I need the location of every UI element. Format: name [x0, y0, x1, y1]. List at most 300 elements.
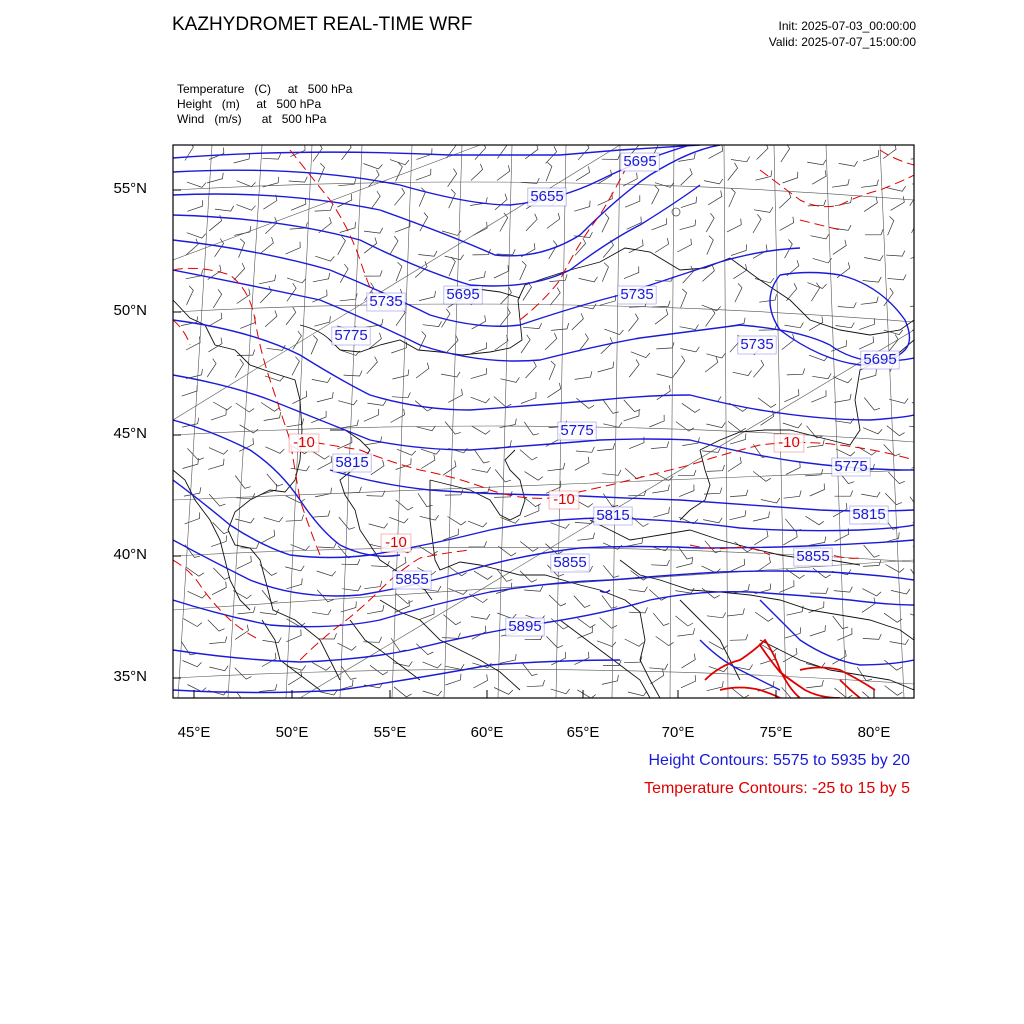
wind-barb	[861, 297, 878, 305]
wind-barb	[524, 505, 539, 517]
wind-barb	[755, 612, 773, 621]
wind-barb	[862, 692, 879, 702]
wind-barb	[807, 440, 824, 448]
wind-barb	[549, 361, 555, 380]
wind-barb	[783, 423, 802, 428]
wind-barb	[318, 633, 336, 639]
wind-barb	[651, 560, 669, 566]
lon-label: 65°E	[566, 724, 600, 741]
wind-barb	[367, 605, 384, 614]
wind-barb	[597, 641, 616, 647]
wind-barb	[575, 457, 589, 471]
wind-barb	[600, 618, 617, 629]
temperature-contour-label	[289, 434, 319, 452]
wind-barb	[311, 335, 317, 354]
wind-barb	[681, 675, 696, 688]
wind-barb	[289, 177, 308, 182]
wind-barb	[579, 277, 598, 282]
wind-barb	[312, 377, 331, 382]
wind-barb	[371, 460, 384, 475]
wind-barb	[235, 518, 254, 523]
wind-barb	[731, 157, 750, 162]
wind-barb	[863, 634, 882, 639]
wind-barb	[884, 660, 902, 670]
wind-barb	[364, 409, 379, 421]
wind-barb	[340, 264, 348, 283]
wind-barb	[209, 448, 228, 455]
wind-barb	[836, 449, 855, 456]
wind-barb	[863, 277, 882, 282]
field-level: 500 hPa	[276, 97, 322, 111]
wind-barb	[655, 183, 674, 188]
field-at: at	[287, 82, 298, 96]
wind-barb	[910, 299, 927, 307]
wind-barb	[707, 236, 714, 255]
svg-text:5655: 5655	[530, 187, 564, 205]
wind-barb	[629, 587, 648, 592]
wind-barb	[312, 610, 331, 615]
wind-barb	[259, 275, 276, 284]
lon-label: 55°E	[373, 724, 407, 741]
wind-barb	[312, 662, 331, 670]
wind-barb	[472, 315, 486, 329]
wind-barb	[262, 154, 280, 160]
svg-text:5735: 5735	[620, 285, 654, 303]
wind-barb	[338, 236, 346, 255]
wind-barb	[865, 229, 883, 235]
wind-barb	[598, 362, 614, 372]
wind-barb	[419, 331, 426, 350]
field-level: 500 hPa	[307, 82, 353, 96]
wind-barb	[363, 637, 381, 643]
wind-barb	[494, 688, 513, 695]
wind-barb	[728, 457, 741, 472]
wind-barb	[624, 656, 642, 662]
wind-barb	[546, 162, 552, 181]
wind-barb	[448, 169, 457, 187]
wind-barb	[235, 359, 243, 377]
wind-barb	[187, 286, 194, 305]
lon-label: 60°E	[470, 724, 504, 741]
wind-barb	[551, 323, 569, 330]
wind-barb	[183, 458, 199, 468]
wind-barb	[236, 493, 255, 499]
wind-barb	[187, 233, 206, 238]
wind-barb	[525, 472, 543, 481]
wind-barb	[705, 357, 718, 373]
height-contour-label	[506, 618, 544, 636]
wind-barb	[472, 426, 491, 434]
field-units: (m/s)	[214, 112, 242, 126]
wind-barb	[649, 415, 664, 427]
wind-barb	[235, 476, 250, 489]
wind-barb	[678, 470, 696, 476]
wind-barb	[886, 251, 905, 256]
wind-barb	[730, 634, 748, 640]
wind-barb	[551, 689, 570, 694]
wind-barb	[448, 389, 462, 403]
wind-barb	[602, 263, 608, 282]
wind-barb	[706, 353, 725, 358]
wind-barb	[888, 216, 894, 235]
svg-text:5855: 5855	[553, 553, 587, 571]
wind-barb	[263, 195, 277, 210]
height-contour-label	[558, 422, 596, 440]
wind-barb	[523, 323, 542, 328]
wind-barb	[318, 163, 324, 182]
svg-text:-10: -10	[385, 533, 407, 551]
wind-barb	[315, 256, 334, 261]
wind-barb	[602, 214, 609, 233]
lon-label: 50°E	[275, 724, 309, 741]
height-contour-label	[794, 548, 832, 566]
svg-text:5815: 5815	[335, 453, 369, 471]
wind-barb	[443, 460, 456, 475]
wind-barb	[423, 321, 442, 326]
wind-barb	[681, 289, 687, 308]
wind-barb	[682, 403, 700, 412]
wind-barb	[676, 558, 692, 568]
lon-label: 80°E	[857, 724, 891, 741]
wind-barb	[576, 398, 594, 408]
wind-barb	[729, 188, 736, 207]
lat-label: 35°N	[113, 668, 147, 685]
height-contour-label	[594, 507, 632, 525]
wind-barb	[237, 556, 251, 569]
wind-barb	[419, 608, 434, 620]
wind-barb	[864, 398, 880, 411]
wind-barb	[628, 314, 638, 332]
wind-barb	[706, 308, 715, 326]
wind-barb	[183, 661, 202, 667]
temperature-contours-warm	[705, 640, 875, 698]
wind-barb	[260, 609, 279, 614]
wind-barb	[779, 192, 791, 209]
wind-barb	[913, 540, 931, 546]
wind-barb	[468, 541, 486, 547]
wind-barb	[910, 614, 929, 620]
height-contour-label	[618, 286, 656, 304]
wind-barb	[447, 335, 458, 352]
wind-barb	[338, 643, 357, 650]
wind-barb	[338, 179, 356, 186]
wind-barb	[315, 488, 332, 497]
wind-barb	[625, 195, 640, 207]
wind-barb	[364, 581, 381, 589]
wind-barb	[423, 662, 442, 668]
wind-barb	[443, 615, 461, 625]
wind-barb	[833, 616, 849, 629]
wind-barb	[703, 518, 722, 523]
wind-barb	[394, 188, 404, 206]
wind-barb	[754, 207, 773, 212]
height-contour-labels	[332, 153, 899, 636]
wind-barb	[786, 461, 800, 474]
wind-barb	[259, 684, 277, 691]
wind-barb	[917, 662, 934, 674]
wind-barb	[680, 325, 699, 330]
wind-barb	[656, 636, 674, 645]
field-at: at	[261, 112, 272, 126]
temperature-contours-legend: Temperature Contours: -25 to 15 by 5	[644, 780, 910, 797]
height-contour-label	[528, 188, 566, 206]
wind-barb	[420, 213, 428, 232]
wind-barb	[577, 690, 596, 698]
wind-barb	[727, 219, 741, 232]
wind-barb	[186, 337, 200, 350]
wind-barb	[213, 290, 221, 308]
wind-barb	[835, 197, 852, 206]
svg-text:5775: 5775	[334, 326, 368, 344]
temperature-contour-label	[549, 491, 579, 509]
wind-barb	[704, 179, 723, 184]
wind-barb	[884, 288, 893, 306]
wind-barb	[624, 400, 640, 412]
wind-barb	[574, 201, 590, 212]
wind-barb	[576, 447, 595, 452]
height-contour-label	[333, 454, 371, 472]
wind-barb	[628, 490, 646, 496]
wind-barb	[702, 305, 721, 311]
wind-barb	[753, 512, 769, 522]
height-contours-legend: Height Contours: 5575 to 5935 by 20	[648, 752, 910, 769]
wind-barb	[727, 608, 744, 616]
wind-barb	[805, 469, 823, 476]
wind-barb	[757, 557, 770, 572]
height-contour-label	[367, 293, 405, 311]
svg-text:-10: -10	[553, 490, 575, 508]
wind-barb	[681, 168, 693, 185]
wind-barb	[863, 428, 882, 434]
wind-barb	[264, 517, 283, 522]
wind-barb	[754, 531, 768, 545]
lat-label: 45°N	[113, 425, 147, 442]
wind-barb	[709, 642, 728, 650]
wind-barb	[520, 261, 527, 280]
wind-barb	[602, 470, 621, 475]
wind-barb	[783, 172, 798, 183]
temperature-contour-label	[774, 434, 804, 452]
wind-barb	[497, 141, 506, 159]
wind-barb	[291, 198, 306, 210]
wind-barb	[208, 313, 222, 327]
wind-barb	[706, 423, 725, 428]
wind-barb	[572, 313, 584, 330]
wind-barb	[261, 237, 273, 253]
wind-barb	[521, 335, 530, 353]
wind-barb	[473, 674, 487, 688]
wind-barb	[239, 239, 245, 258]
height-contours	[173, 145, 914, 693]
wind-barb	[213, 522, 230, 533]
field-name: Height	[177, 97, 212, 111]
wind-barb	[574, 596, 590, 608]
lon-label: 45°E	[177, 724, 211, 741]
wind-barb	[834, 394, 851, 403]
wind-barb	[806, 680, 823, 688]
lat-label: 40°N	[113, 546, 147, 563]
wind-barb	[917, 445, 936, 450]
wind-barb	[835, 491, 853, 497]
wind-barb	[733, 264, 746, 279]
wind-barb	[675, 616, 693, 626]
wind-barb	[784, 389, 799, 402]
wind-barb	[655, 238, 669, 252]
wind-barb	[495, 470, 511, 483]
wind-barb	[449, 257, 455, 276]
wind-barb	[735, 283, 742, 302]
wind-barb	[576, 166, 590, 180]
wind-barb	[395, 221, 410, 233]
wind-barb	[839, 161, 858, 166]
wind-barb	[236, 403, 254, 412]
lat-label: 55°N	[113, 180, 147, 197]
wind-barb	[755, 171, 771, 181]
wind-barb	[704, 488, 722, 495]
wind-barb	[238, 607, 256, 614]
wind-barb	[682, 654, 696, 668]
wind-barb	[624, 267, 639, 279]
wind-barb	[494, 265, 508, 278]
wind-barb	[917, 369, 935, 375]
wind-barb	[547, 213, 560, 228]
wind-barb	[913, 637, 931, 646]
wind-barb	[371, 561, 389, 567]
wind-barb	[649, 664, 668, 669]
wind-barb	[318, 456, 332, 469]
wind-barb	[396, 163, 403, 182]
wind-barb	[631, 352, 650, 358]
wind-barb	[629, 359, 639, 377]
wind-barb	[286, 578, 302, 589]
wind-barb	[911, 152, 929, 159]
wind-barb	[500, 287, 511, 304]
wind-barb	[287, 283, 296, 301]
wind-barb	[813, 258, 832, 263]
wind-barb	[884, 613, 902, 622]
wind-barb	[441, 372, 460, 377]
wind-barb	[730, 510, 746, 520]
wind-barb	[733, 371, 752, 376]
wind-barb	[208, 459, 224, 470]
wind-barb	[628, 691, 647, 696]
wind-barb	[888, 334, 898, 352]
wind-barb	[524, 422, 539, 435]
map-title: KAZHYDROMET REAL-TIME WRF	[172, 14, 473, 35]
wind-barb	[652, 485, 669, 493]
wind-barb	[779, 580, 794, 592]
wind-barb	[523, 282, 532, 300]
wind-barb	[287, 665, 306, 670]
wind-barb	[419, 291, 435, 301]
wind-barb	[915, 277, 933, 283]
wind-barb	[237, 181, 256, 187]
wind-barb	[442, 633, 460, 639]
wind-barb	[418, 251, 437, 256]
wind-barb	[317, 571, 336, 576]
wind-barb	[784, 491, 801, 499]
field-height	[177, 97, 321, 111]
wind-barb	[810, 234, 829, 239]
wind-barb	[495, 194, 507, 210]
wind-barb	[603, 565, 619, 577]
wind-barb	[293, 331, 302, 349]
wind-barb	[753, 360, 763, 377]
wind-barb	[290, 144, 305, 156]
wind-barb	[810, 588, 828, 594]
wind-barb	[521, 392, 536, 404]
wind-barb	[913, 516, 931, 522]
wind-barb	[396, 500, 414, 510]
wind-barb	[575, 371, 592, 379]
svg-text:5775: 5775	[560, 421, 594, 439]
wind-barb	[286, 307, 296, 325]
wind-barb	[602, 675, 619, 685]
wind-barb	[833, 240, 846, 255]
wind-barb	[836, 323, 855, 328]
wind-barb	[676, 356, 685, 374]
wind-barb	[810, 484, 825, 497]
wind-barb	[363, 164, 382, 170]
wind-barb	[909, 422, 928, 428]
height-contour-label	[861, 351, 899, 369]
wind-barb	[728, 163, 738, 181]
wind-barb	[525, 144, 538, 159]
wind-barb	[291, 466, 310, 471]
height-contour-label	[850, 506, 888, 524]
wind-barb	[677, 239, 691, 252]
station-marker	[672, 208, 680, 216]
wind-barb	[343, 487, 361, 493]
wind-barb	[368, 170, 379, 187]
wind-barb	[471, 397, 490, 403]
wind-barb	[183, 619, 202, 627]
wind-barb	[495, 335, 508, 350]
wind-barb	[207, 359, 216, 377]
wind-barb	[838, 302, 857, 307]
wind-barb	[186, 369, 202, 379]
wind-barb	[655, 473, 674, 480]
wind-barb	[810, 625, 826, 636]
wind-barb	[783, 531, 797, 545]
wind-barb	[240, 317, 255, 329]
wind-barb	[261, 530, 275, 544]
field-wind	[177, 112, 326, 126]
svg-text:5855: 5855	[796, 547, 830, 565]
wind-barb	[187, 182, 206, 187]
wind-barb	[448, 517, 466, 525]
wind-barb	[833, 377, 852, 383]
field-temperature	[177, 82, 352, 96]
wind-barb	[285, 566, 304, 571]
wind-barb	[498, 546, 516, 556]
wind-barb	[212, 582, 226, 595]
wind-barb	[883, 143, 896, 158]
wind-barb	[577, 627, 592, 639]
wind-barb	[187, 448, 204, 460]
svg-text:5775: 5775	[834, 457, 868, 475]
wind-barb	[342, 586, 361, 591]
wind-barb	[625, 639, 644, 646]
wind-barb	[753, 214, 761, 233]
wind-barb	[657, 385, 671, 400]
wind-barb	[864, 255, 883, 260]
wind-barb	[707, 613, 726, 618]
wind-barb	[265, 311, 277, 327]
wind-barb	[235, 625, 248, 640]
wind-barb	[631, 516, 649, 526]
wind-barb	[473, 222, 487, 235]
